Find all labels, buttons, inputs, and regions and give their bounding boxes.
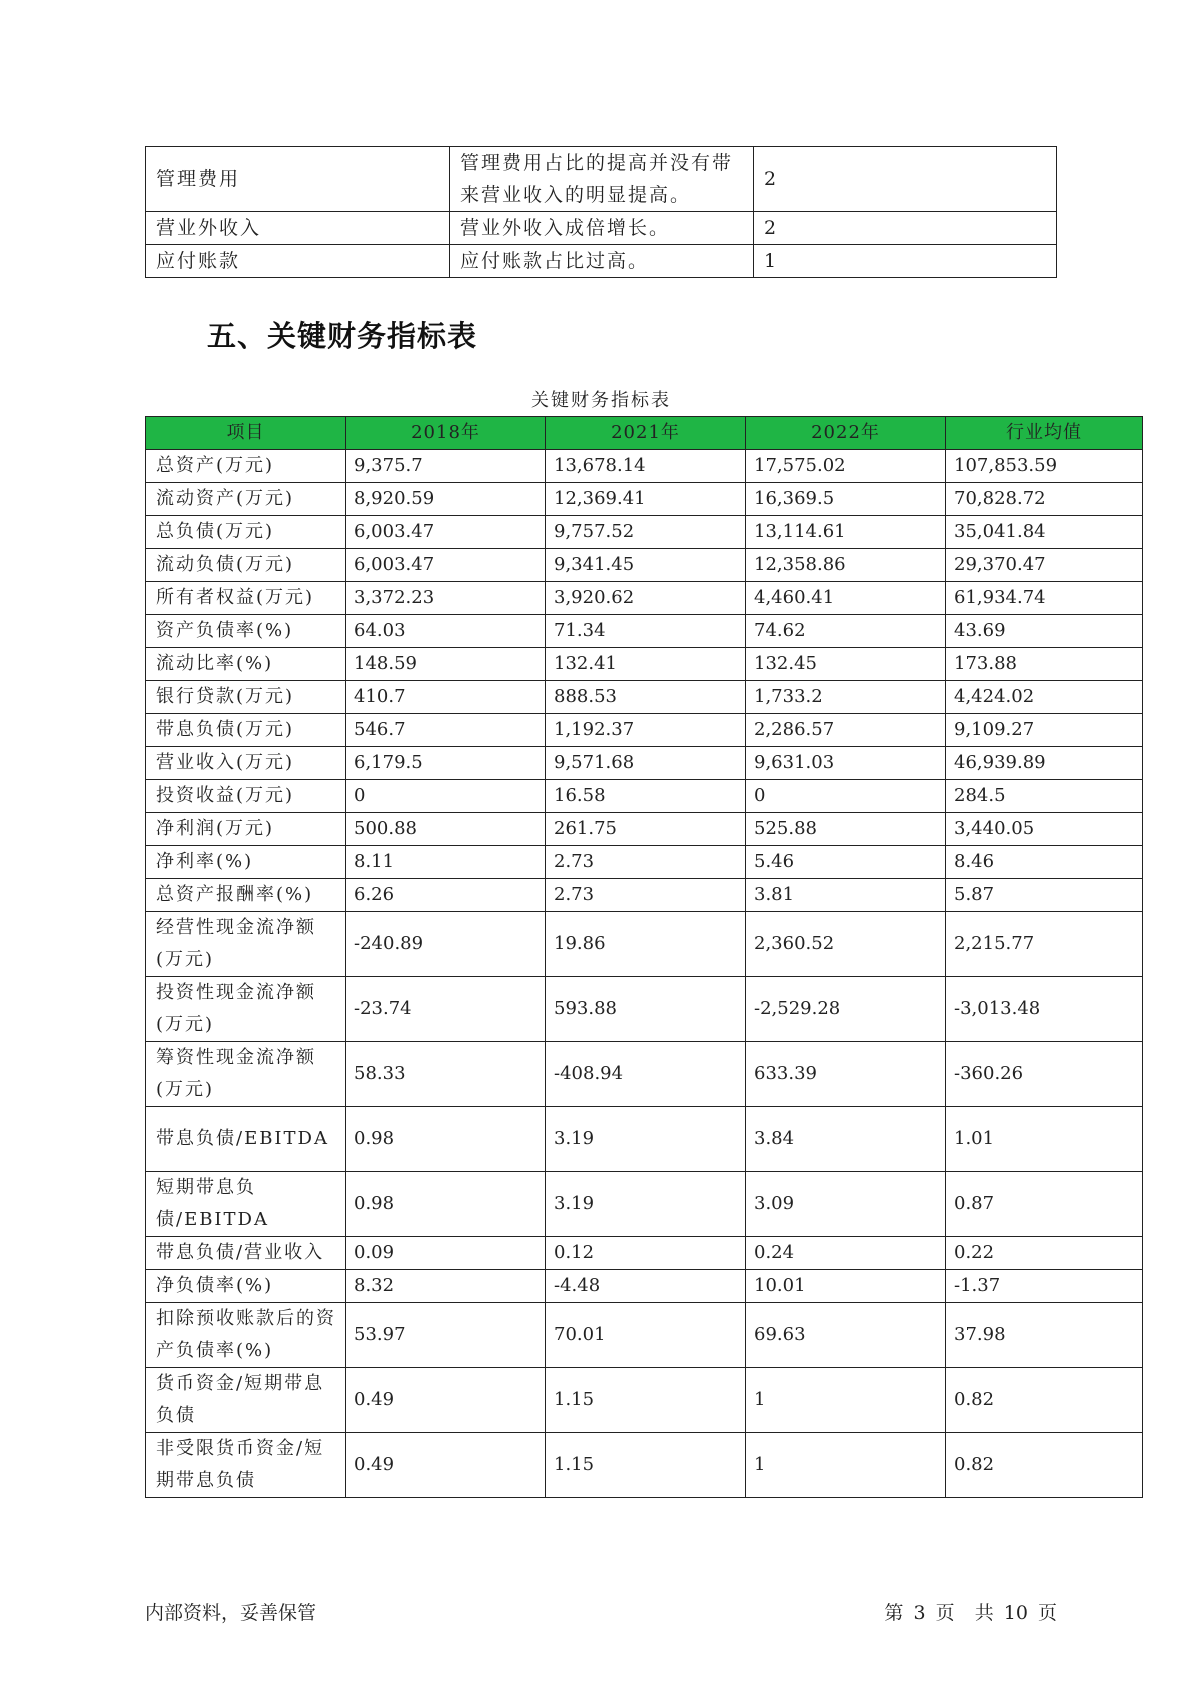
table-cell: -3,013.48 <box>946 977 1143 1042</box>
table-cell: 35,041.84 <box>946 516 1143 549</box>
table-row <box>146 648 1143 681</box>
table-row <box>146 977 1143 1042</box>
row-label: 带息负债/EBITDA <box>146 1107 346 1172</box>
risk-desc: 应付账款占比过高。 <box>450 245 754 278</box>
column-header: 2022年 <box>746 417 946 450</box>
table-row <box>146 912 1143 977</box>
row-label: 筹资性现金流净额(万元) <box>146 1042 346 1107</box>
table-row <box>146 516 1143 549</box>
table-cell: 64.03 <box>346 615 546 648</box>
table-row <box>146 450 1143 483</box>
row-label: 流动比率(%) <box>146 648 346 681</box>
table-cell: -2,529.28 <box>746 977 946 1042</box>
table-cell: 70,828.72 <box>946 483 1143 516</box>
row-label: 投资性现金流净额(万元) <box>146 977 346 1042</box>
table-row <box>146 714 1143 747</box>
table-cell: 70.01 <box>546 1303 746 1368</box>
table-row <box>146 747 1143 780</box>
table-cell: 9,757.52 <box>546 516 746 549</box>
table-row <box>146 681 1143 714</box>
risk-desc: 管理费用占比的提高并没有带来营业收入的明显提高。 <box>450 147 754 212</box>
table-cell: 0.24 <box>746 1237 946 1270</box>
kpi-table <box>145 416 1143 1498</box>
row-label: 货币资金/短期带息负债 <box>146 1368 346 1433</box>
table-cell: 3.81 <box>746 879 946 912</box>
table-cell: 3.19 <box>546 1107 746 1172</box>
table-cell: 132.45 <box>746 648 946 681</box>
table-cell: 3.09 <box>746 1172 946 1237</box>
table-cell: 37.98 <box>946 1303 1143 1368</box>
table-cell: 0.82 <box>946 1433 1143 1498</box>
page-number <box>880 1598 1057 1625</box>
table-cell: 261.75 <box>546 813 746 846</box>
table-cell: 3,372.23 <box>346 582 546 615</box>
row-label: 所有者权益(万元) <box>146 582 346 615</box>
risk-item: 应付账款 <box>146 245 450 278</box>
table-cell: 0.09 <box>346 1237 546 1270</box>
table-cell: 888.53 <box>546 681 746 714</box>
row-label: 流动资产(万元) <box>146 483 346 516</box>
table-cell: 9,375.7 <box>346 450 546 483</box>
row-label: 净利率(%) <box>146 846 346 879</box>
table-cell: 0.98 <box>346 1107 546 1172</box>
row-label: 带息负债(万元) <box>146 714 346 747</box>
page-suffix: 页 <box>1037 1602 1057 1624</box>
table-cell: 500.88 <box>346 813 546 846</box>
table-cell: 1.15 <box>546 1433 746 1498</box>
risk-item: 管理费用 <box>146 147 450 212</box>
risk-row <box>146 245 1057 278</box>
risk-row <box>146 147 1057 212</box>
table-cell: 16.58 <box>546 780 746 813</box>
table-row <box>146 483 1143 516</box>
table-row <box>146 780 1143 813</box>
risk-score: 1 <box>754 245 1057 278</box>
table-row <box>146 813 1143 846</box>
table-cell: 43.69 <box>946 615 1143 648</box>
table-cell: -23.74 <box>346 977 546 1042</box>
row-label: 总资产报酬率(%) <box>146 879 346 912</box>
table-cell: 1 <box>746 1368 946 1433</box>
table-cell: 13,678.14 <box>546 450 746 483</box>
table-cell: 61,934.74 <box>946 582 1143 615</box>
table-cell: 1 <box>746 1433 946 1498</box>
table-cell: 4,424.02 <box>946 681 1143 714</box>
table-cell: 69.63 <box>746 1303 946 1368</box>
page-current: 3 <box>913 1602 926 1624</box>
table-cell: 2.73 <box>546 846 746 879</box>
table-cell: 46,939.89 <box>946 747 1143 780</box>
row-label: 净负债率(%) <box>146 1270 346 1303</box>
row-label: 资产负债率(%) <box>146 615 346 648</box>
risk-table <box>145 146 1057 278</box>
table-cell: 3,920.62 <box>546 582 746 615</box>
table-cell: 148.59 <box>346 648 546 681</box>
table-cell: 9,341.45 <box>546 549 746 582</box>
table-cell: 3.19 <box>546 1172 746 1237</box>
table-caption: 关键财务指标表 <box>531 390 671 411</box>
table-cell: 0.49 <box>346 1368 546 1433</box>
table-cell: -240.89 <box>346 912 546 977</box>
table-row <box>146 846 1143 879</box>
table-row <box>146 1107 1143 1172</box>
column-header: 2021年 <box>546 417 746 450</box>
table-cell: 3.84 <box>746 1107 946 1172</box>
table-cell: 0.87 <box>946 1172 1143 1237</box>
table-cell: 0.82 <box>946 1368 1143 1433</box>
table-cell: 525.88 <box>746 813 946 846</box>
table-cell: 6.26 <box>346 879 546 912</box>
table-cell: -1.37 <box>946 1270 1143 1303</box>
table-cell: 0 <box>746 780 946 813</box>
table-cell: 1,733.2 <box>746 681 946 714</box>
table-cell: 633.39 <box>746 1042 946 1107</box>
table-cell: 593.88 <box>546 977 746 1042</box>
table-cell: 1,192.37 <box>546 714 746 747</box>
row-label: 银行贷款(万元) <box>146 681 346 714</box>
row-label: 短期带息负债/EBITDA <box>146 1172 346 1237</box>
table-row <box>146 1433 1143 1498</box>
table-row <box>146 1303 1143 1368</box>
risk-row <box>146 212 1057 245</box>
page-total: 10 <box>1003 1602 1028 1624</box>
table-cell: 2.73 <box>546 879 746 912</box>
table-row <box>146 1270 1143 1303</box>
row-label: 扣除预收账款后的资产负债率(%) <box>146 1303 346 1368</box>
table-cell: 1.01 <box>946 1107 1143 1172</box>
table-cell: 16,369.5 <box>746 483 946 516</box>
row-label: 经营性现金流净额(万元) <box>146 912 346 977</box>
table-cell: 8.11 <box>346 846 546 879</box>
table-cell: 5.46 <box>746 846 946 879</box>
table-row <box>146 615 1143 648</box>
table-cell: 8,920.59 <box>346 483 546 516</box>
page-mid: 页 <box>935 1602 955 1624</box>
table-cell: 6,179.5 <box>346 747 546 780</box>
row-label: 非受限货币资金/短期带息负债 <box>146 1433 346 1498</box>
risk-item: 营业外收入 <box>146 212 450 245</box>
table-cell: 284.5 <box>946 780 1143 813</box>
table-cell: 19.86 <box>546 912 746 977</box>
row-label: 营业收入(万元) <box>146 747 346 780</box>
table-row <box>146 879 1143 912</box>
table-cell: 58.33 <box>346 1042 546 1107</box>
risk-score: 2 <box>754 147 1057 212</box>
table-cell: 132.41 <box>546 648 746 681</box>
table-cell: 546.7 <box>346 714 546 747</box>
table-cell: -408.94 <box>546 1042 746 1107</box>
table-cell: 5.87 <box>946 879 1143 912</box>
page-prefix: 第 <box>884 1602 904 1624</box>
table-cell: 8.46 <box>946 846 1143 879</box>
table-cell: 74.62 <box>746 615 946 648</box>
column-header: 行业均值 <box>946 417 1143 450</box>
table-cell: 53.97 <box>346 1303 546 1368</box>
table-cell: 13,114.61 <box>746 516 946 549</box>
table-cell: 173.88 <box>946 648 1143 681</box>
row-label: 净利润(万元) <box>146 813 346 846</box>
table-cell: 1.15 <box>546 1368 746 1433</box>
table-row <box>146 582 1143 615</box>
table-cell: -360.26 <box>946 1042 1143 1107</box>
table-row <box>146 1172 1143 1237</box>
table-cell: -4.48 <box>546 1270 746 1303</box>
table-row <box>146 549 1143 582</box>
table-cell: 10.01 <box>746 1270 946 1303</box>
table-cell: 9,109.27 <box>946 714 1143 747</box>
table-cell: 9,631.03 <box>746 747 946 780</box>
table-cell: 4,460.41 <box>746 582 946 615</box>
table-row <box>146 1368 1143 1433</box>
table-row <box>146 1237 1143 1270</box>
table-cell: 0.49 <box>346 1433 546 1498</box>
confidential-note: 内部资料，妥善保管 <box>145 1602 317 1624</box>
table-cell: 71.34 <box>546 615 746 648</box>
row-label: 带息负债/营业收入 <box>146 1237 346 1270</box>
kpi-header-row <box>146 417 1143 450</box>
risk-score: 2 <box>754 212 1057 245</box>
row-label: 投资收益(万元) <box>146 780 346 813</box>
table-cell: 107,853.59 <box>946 450 1143 483</box>
table-cell: 12,358.86 <box>746 549 946 582</box>
table-cell: 6,003.47 <box>346 516 546 549</box>
risk-desc: 营业外收入成倍增长。 <box>450 212 754 245</box>
table-cell: 2,215.77 <box>946 912 1143 977</box>
row-label: 总资产(万元) <box>146 450 346 483</box>
table-cell: 6,003.47 <box>346 549 546 582</box>
table-cell: 0 <box>346 780 546 813</box>
table-cell: 9,571.68 <box>546 747 746 780</box>
table-cell: 12,369.41 <box>546 483 746 516</box>
page-total-prefix: 共 <box>974 1602 994 1624</box>
section-heading: 五、关键财务指标表 <box>207 319 478 353</box>
table-cell: 2,286.57 <box>746 714 946 747</box>
table-cell: 0.98 <box>346 1172 546 1237</box>
table-cell: 410.7 <box>346 681 546 714</box>
table-cell: 0.12 <box>546 1237 746 1270</box>
table-row <box>146 1042 1143 1107</box>
table-cell: 0.22 <box>946 1237 1143 1270</box>
table-cell: 3,440.05 <box>946 813 1143 846</box>
table-cell: 17,575.02 <box>746 450 946 483</box>
table-cell: 29,370.47 <box>946 549 1143 582</box>
table-cell: 8.32 <box>346 1270 546 1303</box>
row-label: 总负债(万元) <box>146 516 346 549</box>
kpi-table-body <box>146 450 1143 1498</box>
column-header: 项目 <box>146 417 346 450</box>
row-label: 流动负债(万元) <box>146 549 346 582</box>
column-header: 2018年 <box>346 417 546 450</box>
table-cell: 2,360.52 <box>746 912 946 977</box>
